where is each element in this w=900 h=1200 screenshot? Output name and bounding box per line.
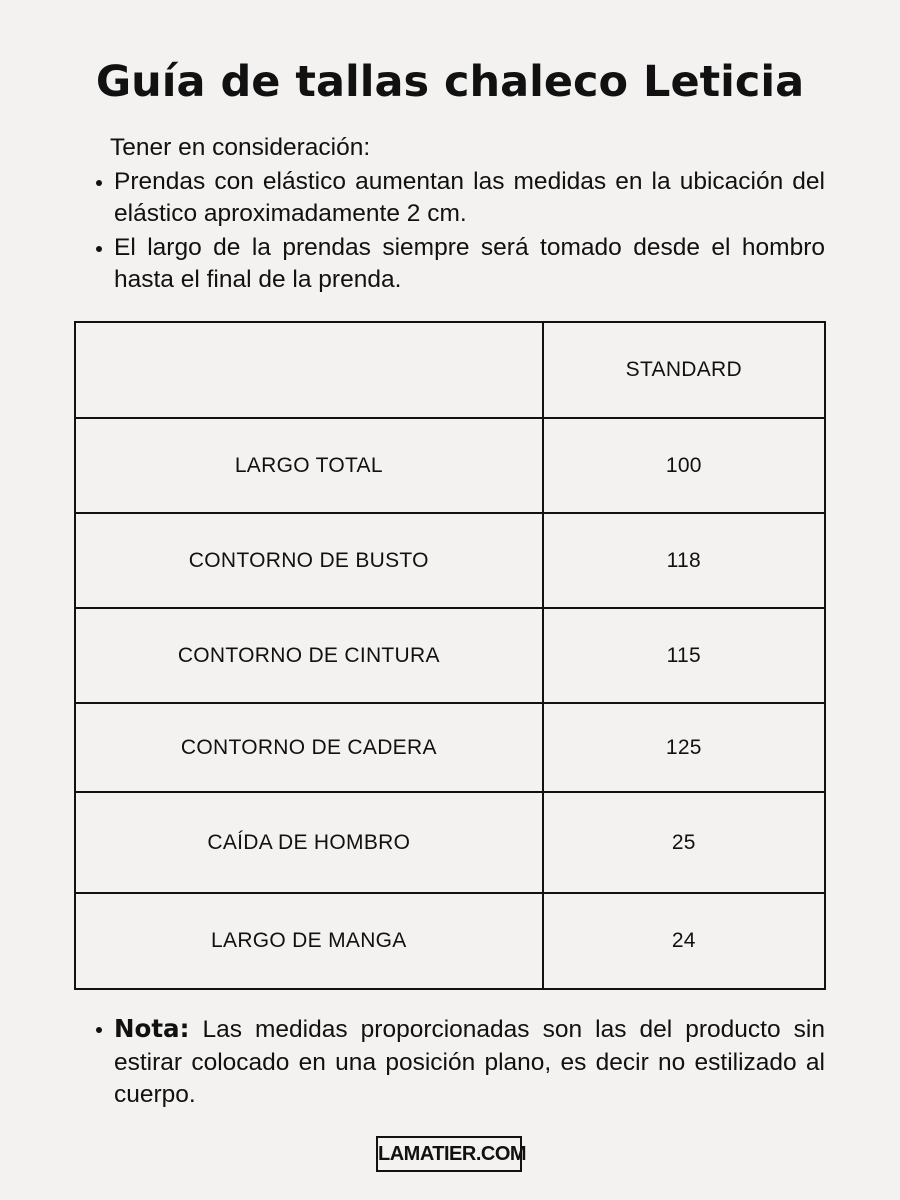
note-list: [92, 1013, 825, 1112]
row-label: CONTORNO DE CINTURA: [75, 608, 543, 703]
table-row: [75, 418, 825, 513]
row-label: CONTORNO DE BUSTO: [75, 513, 543, 608]
brand-logo: LAMATIER.COM: [376, 1136, 522, 1172]
row-value: 25: [543, 792, 825, 893]
table-row: [75, 703, 825, 792]
row-label: CONTORNO DE CADERA: [75, 703, 543, 792]
table-row: [75, 513, 825, 608]
row-value: 125: [543, 703, 825, 792]
table-row: [75, 893, 825, 989]
row-label: LARGO DE MANGA: [75, 893, 543, 989]
row-value: 118: [543, 513, 825, 608]
table-header-row: [75, 322, 825, 418]
page-title: Guía de tallas chaleco Leticia: [95, 57, 805, 107]
list-item: Prendas con elástico aumentan las medidas en la ubicación del elástico aproximadamente 2 cm.: [92, 166, 825, 231]
table-header-cell-empty: [75, 322, 543, 418]
list-item: [92, 1013, 825, 1112]
list-item: El largo de la prendas siempre será tomado desde el hombro hasta el final de la prenda.: [92, 232, 825, 297]
note: [92, 1013, 825, 1113]
row-label: CAÍDA DE HOMBRO: [75, 792, 543, 893]
size-table: [74, 321, 826, 990]
row-label: LARGO TOTAL: [75, 418, 543, 513]
table-header-cell-standard: STANDARD: [543, 322, 825, 418]
table-row: [75, 792, 825, 893]
note-label: Nota:: [114, 1014, 190, 1043]
note-text: Las medidas proporcionadas son las del producto sin estirar colocado en una posición plano, es decir no estilizado al cuerpo.: [114, 1016, 825, 1108]
row-value: 100: [543, 418, 825, 513]
considerations: [92, 132, 825, 298]
row-value: 115: [543, 608, 825, 703]
considerations-heading: Tener en consideración:: [110, 134, 371, 161]
row-value: 24: [543, 893, 825, 989]
table-row: [75, 608, 825, 703]
considerations-list: [92, 166, 825, 297]
